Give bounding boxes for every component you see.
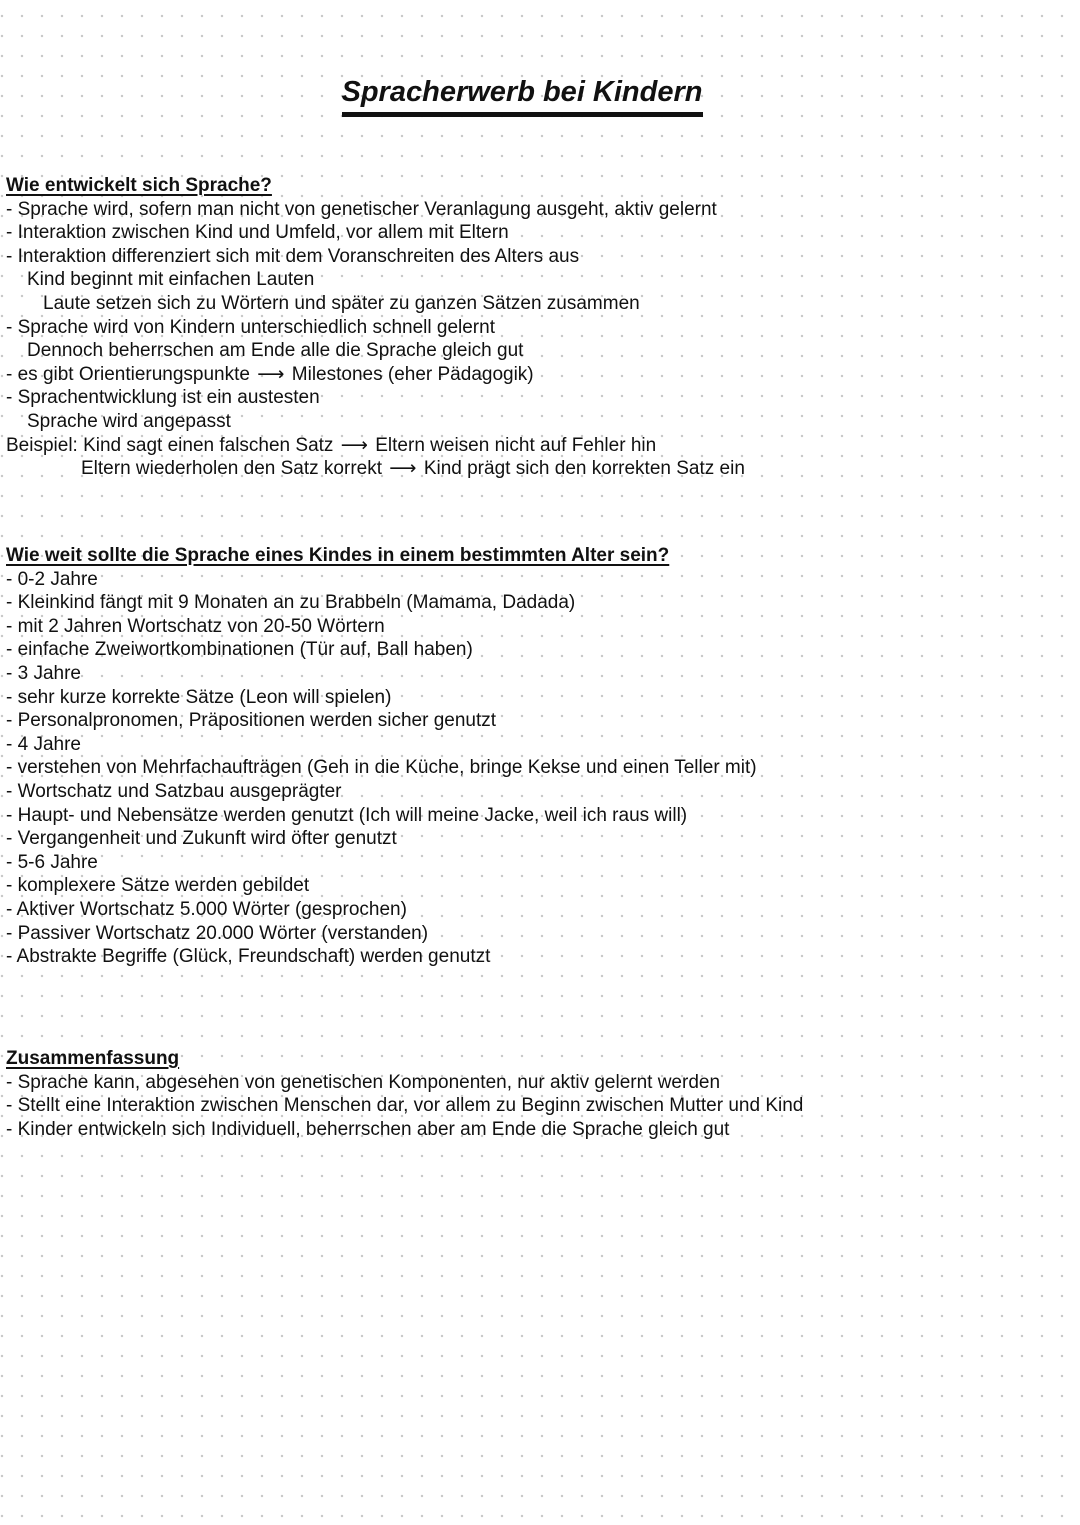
note-line: - Sprache wird, sofern man nicht von genetischer Veranlagung ausgeht, aktiv gelernt: [6, 198, 717, 220]
note-line: - Vergangenheit und Zukunft wird öfter genutzt: [6, 828, 397, 850]
note-line: - 5-6 Jahre: [6, 851, 98, 873]
note-line: - Haupt- und Nebensätze werden genutzt (Ich will meine Jacke, weil ich raus will): [6, 804, 688, 826]
note-line: Laute setzen sich zu Wörtern und später zu ganzen Sätzen zusammen: [43, 292, 640, 314]
section-development: [6, 174, 1066, 481]
note-line: - Aktiver Wortschatz 5.000 Wörter (gesprochen): [6, 898, 407, 920]
note-line-part: Eltern wiederholen den Satz korrekt: [81, 458, 382, 480]
page-title: [0, 74, 1044, 114]
note-line-part: - es gibt Orientierungspunkte: [6, 363, 250, 385]
arrow-right-icon: ⟶: [389, 458, 417, 480]
note-line: - 3 Jahre: [6, 662, 81, 684]
note-line: - 4 Jahre: [6, 733, 81, 755]
note-line: - Passiver Wortschatz 20.000 Wörter (verstanden): [6, 922, 429, 944]
section-summary: [6, 1047, 1066, 1141]
note-line: - Sprachentwicklung ist ein austesten: [6, 387, 320, 409]
note-line: - Personalpronomen, Präpositionen werden sicher genutzt: [6, 710, 497, 732]
section-heading-summary: Zusammenfassung: [6, 1048, 180, 1069]
note-line-part: Eltern weisen nicht auf Fehler hin: [375, 434, 657, 456]
section-heading-age-milestones: Wie weit sollte die Sprache eines Kindes in einem bestimmten Alter sein?: [6, 545, 670, 566]
note-line-part: Kind prägt sich den korrekten Satz ein: [423, 458, 745, 480]
arrow-right-icon: ⟶: [257, 363, 285, 385]
note-line: Dennoch beherrschen am Ende alle die Sprache gleich gut: [27, 340, 524, 362]
note-line: - Stellt eine Interaktion zwischen Menschen dar, vor allem zu Beginn zwischen Mutter und Kind: [6, 1095, 804, 1117]
section-heading-development: Wie entwickelt sich Sprache?: [6, 175, 272, 196]
note-line: - verstehen von Mehrfachaufträgen (Geh in die Küche, bringe Kekse und einen Teller mit): [6, 757, 757, 779]
note-line: - Wortschatz und Satzbau ausgeprägter: [6, 780, 342, 802]
section-age-milestones: [6, 544, 1066, 969]
note-line: - komplexere Sätze werden gebildet: [6, 875, 310, 897]
note-line: - einfache Zweiwortkombinationen (Tür auf, Ball haben): [6, 639, 473, 661]
note-line: [6, 363, 1066, 387]
note-line: - sehr kurze korrekte Sätze (Leon will spielen): [6, 686, 392, 708]
note-line: - Sprache kann, abgesehen von genetischen Komponenten, nur aktiv gelernt werden: [6, 1071, 721, 1093]
arrow-right-icon: ⟶: [340, 434, 368, 456]
note-line: - mit 2 Jahren Wortschatz von 20-50 Wörtern: [6, 615, 385, 637]
note-line: - Kinder entwickeln sich Individuell, beherrschen aber am Ende die Sprache gleich gut: [6, 1118, 730, 1140]
note-line: - Interaktion differenziert sich mit dem Voranschreiten des Alters aus: [6, 245, 580, 267]
note-line: - 0-2 Jahre: [6, 568, 98, 590]
page-title-text: Spracherwerb bei Kindern: [342, 74, 703, 114]
note-line: - Abstrakte Begriffe (Glück, Freundschaft) werden genutzt: [6, 946, 491, 968]
note-line: - Sprache wird von Kindern unterschiedlich schnell gelernt: [6, 316, 495, 338]
note-line: [6, 457, 1066, 481]
note-line: - Kleinkind fängt mit 9 Monaten an zu Brabbeln (Mamama, Dadada): [6, 592, 576, 614]
note-line: - Interaktion zwischen Kind und Umfeld, vor allem mit Eltern: [6, 222, 509, 244]
note-line-part: Milestones (eher Pädagogik): [291, 363, 534, 385]
note-line: Kind beginnt mit einfachen Lauten: [27, 269, 315, 291]
note-line: Sprache wird angepasst: [27, 410, 231, 432]
note-line-part: Beispiel: Kind sagt einen falschen Satz: [6, 434, 334, 456]
note-line: [6, 434, 1066, 458]
